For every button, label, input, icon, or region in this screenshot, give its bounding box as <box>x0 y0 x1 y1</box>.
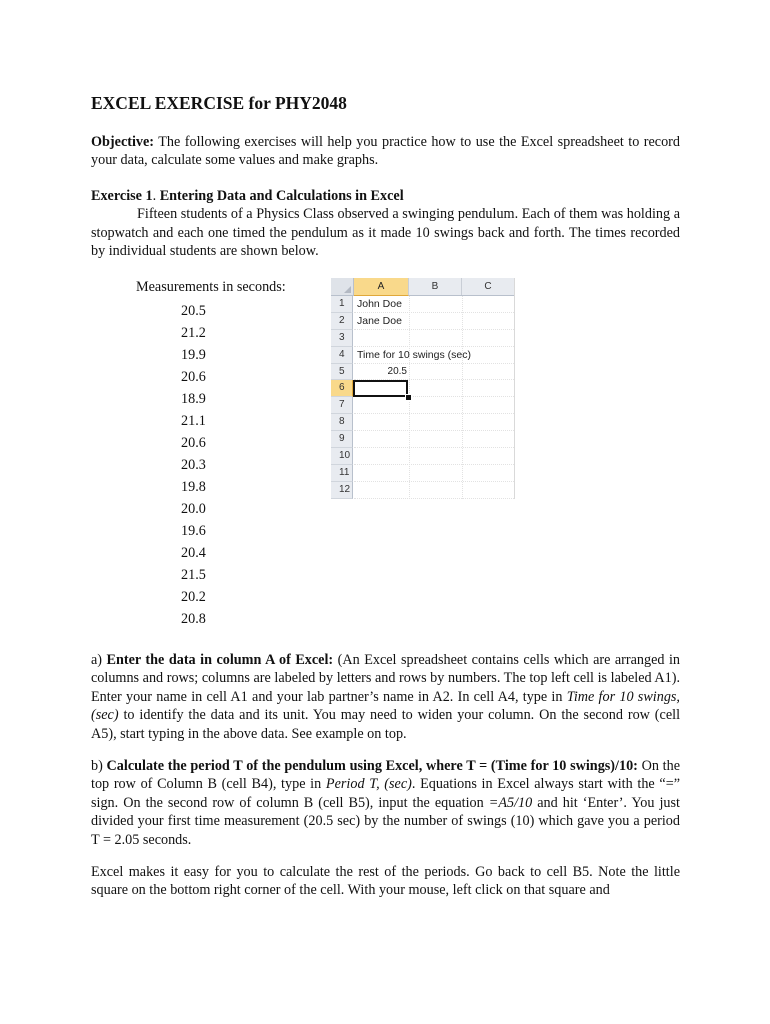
spreadsheet-rows <box>331 296 514 499</box>
exercise1-paragraph <box>91 187 680 261</box>
part-a-text2: to identify the data and its unit. You may need to widen your column. On the second row (cell A5), start typing in the above data. See example on top. <box>91 707 681 742</box>
cell-row <box>354 431 514 448</box>
row-header: 11 <box>331 465 353 482</box>
cell-row <box>354 465 514 482</box>
active-cell-a6 <box>353 380 408 397</box>
measurement-item: 20.6 <box>181 435 206 451</box>
row-header: 9 <box>331 431 353 448</box>
exercise1-intro: Fifteen students of a Physics Class observed a swinging pendulum. Each of them was holding a stopwatch and each one timed the pendulum as it made 10 swings back and forth. The times recorded by individual students are shown below. <box>91 206 680 260</box>
spreadsheet-row <box>331 347 514 364</box>
part-b-italic2: =A5/10 <box>488 794 533 811</box>
measurement-item: 19.6 <box>181 523 206 539</box>
row-header: 4 <box>331 347 353 364</box>
cell-row <box>354 330 514 347</box>
spreadsheet-row <box>331 364 514 381</box>
spreadsheet-row <box>331 465 514 482</box>
spreadsheet-row <box>331 414 514 431</box>
part-a-heading: Enter the data in column A of Excel: <box>106 652 334 668</box>
cell-row <box>354 414 514 431</box>
part-b-heading: Calculate the period T of the pendulum using Excel, where T = (Time for 10 swings)/10: <box>106 758 638 774</box>
column-header-b: B <box>409 278 462 295</box>
column-header-bar <box>331 278 514 296</box>
cell-a2: Jane Doe <box>357 314 402 327</box>
measurement-item: 19.8 <box>181 479 206 495</box>
part-b-label: b) <box>91 758 103 774</box>
part-b-text2: . Equations in Excel always start with the “=” sign. On the second row of column B (cell B5), input the equation <box>91 776 680 811</box>
select-all-corner <box>331 278 354 295</box>
objective-text: The following exercises will help you practice how to use the Excel spreadsheet to record your data, calculate some values and make graphs. <box>91 134 680 169</box>
cell-row <box>354 448 514 465</box>
part-a-text1: (An Excel spreadsheet contains cells which are arranged in columns and rows; columns are labeled by letters and rows by numbers. The top left cell is labeled A1). Enter your name in cell A1 and your lab partner’s name in A2. In cell A4, type in <box>91 652 681 705</box>
exercise1-heading: Entering Data and Calculations in Excel <box>159 188 404 204</box>
spreadsheet-screenshot <box>331 278 515 499</box>
document-title: EXCEL EXERCISE for PHY2048 <box>91 93 347 113</box>
spreadsheet-row <box>331 448 514 465</box>
spreadsheet-row <box>331 482 514 499</box>
exercise1-label: Exercise 1 <box>91 188 153 204</box>
column-header-c: C <box>484 281 492 292</box>
spreadsheet-row <box>331 397 514 414</box>
spreadsheet-row <box>331 330 514 347</box>
part-b-text3: and hit ‘Enter’. You just divided your first time measurement (20.5 sec) by the number of swings (10) which gave you a period T = 2.05 seconds. <box>91 794 680 848</box>
row-header: 10 <box>331 448 353 465</box>
measurement-item: 20.3 <box>181 457 206 473</box>
measurement-item: 20.2 <box>181 589 206 605</box>
row-header: 6 <box>331 380 353 397</box>
objective-paragraph <box>91 133 680 170</box>
measurement-item: 20.6 <box>181 369 206 385</box>
spreadsheet-row <box>331 296 514 313</box>
exercise1-separator: . <box>152 188 157 204</box>
spreadsheet-row <box>331 431 514 448</box>
row-header: 12 <box>331 482 353 499</box>
cell-a4: Time for 10 swings (sec) <box>357 348 471 361</box>
measurements-list <box>181 300 206 630</box>
measurement-item: 21.5 <box>181 567 206 583</box>
row-header: 5 <box>331 364 353 381</box>
cell-a5: 20.5 <box>387 365 407 377</box>
objective-label: Objective: <box>91 134 155 150</box>
measurement-item: 20.4 <box>181 545 206 561</box>
row-header: 8 <box>331 414 353 431</box>
cell-row <box>354 482 514 499</box>
measurement-item: 20.8 <box>181 611 206 627</box>
cell-row <box>354 397 514 414</box>
part-a-italic: Time for 10 swings, (sec) <box>91 688 680 724</box>
spreadsheet-row <box>331 313 514 330</box>
column-header-a: A <box>354 278 409 296</box>
row-header: 2 <box>331 313 353 330</box>
part-a-paragraph <box>91 651 680 743</box>
measurement-item: 21.2 <box>181 325 206 341</box>
measurement-item: 21.1 <box>181 413 206 429</box>
part-b-paragraph <box>91 757 680 849</box>
row-header: 3 <box>331 330 353 347</box>
measurement-item: 18.9 <box>181 391 206 407</box>
row-header: 1 <box>331 296 353 313</box>
cell-a1: John Doe <box>357 298 402 310</box>
measurement-item: 20.0 <box>181 501 206 517</box>
part-b-text1: On the top row of Column B (cell B4), type in <box>91 758 680 793</box>
measurement-item: 20.5 <box>181 303 206 319</box>
fill-handle <box>405 394 412 401</box>
measurement-item: 19.9 <box>181 347 206 363</box>
part-a-label: a) <box>91 652 103 668</box>
row-header: 7 <box>331 397 353 414</box>
part-b-italic1: Period T, (sec) <box>325 776 412 793</box>
closing-paragraph: Excel makes it easy for you to calculate the rest of the periods. Go back to cell B5. Note the little square on the bottom right corner of the cell. With your mouse, left click on that square and <box>91 864 680 899</box>
measurements-label: Measurements in seconds: <box>136 279 286 295</box>
